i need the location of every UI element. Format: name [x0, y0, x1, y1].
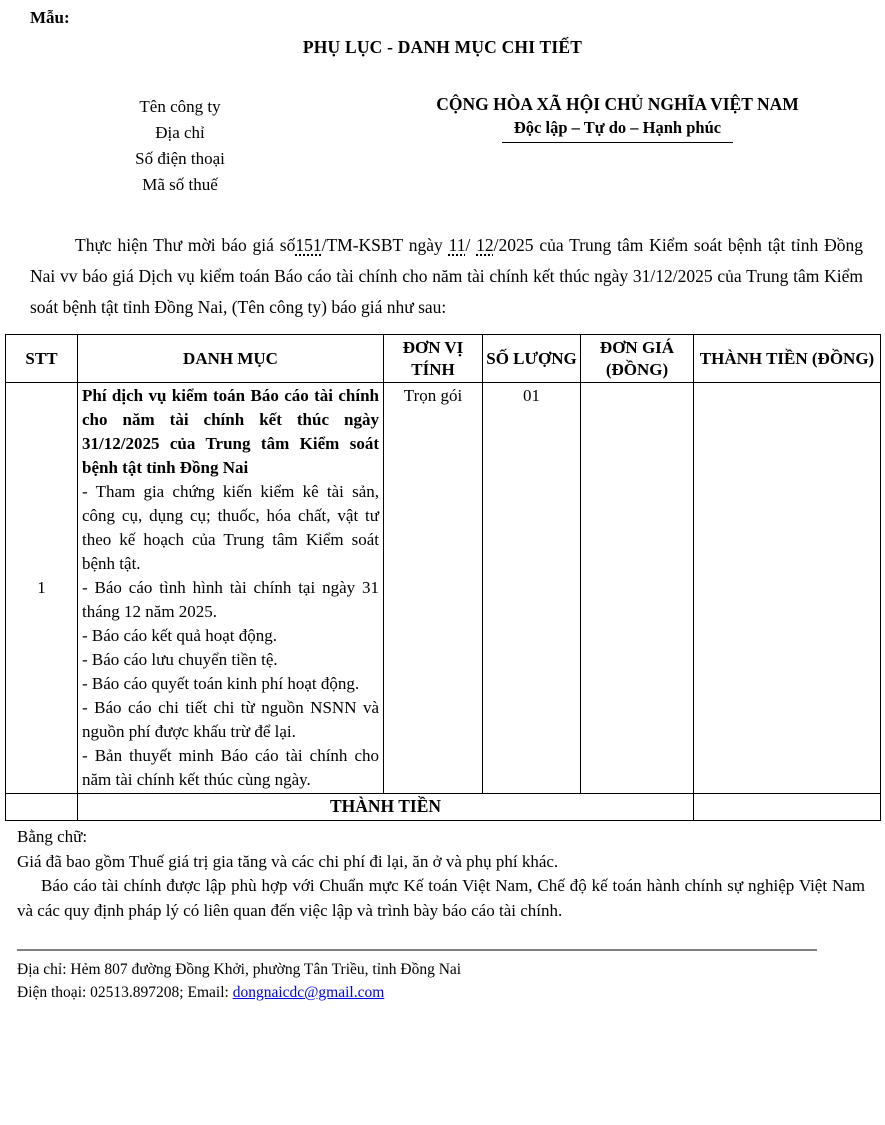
cell-amount: [694, 383, 881, 794]
note-vat: Giá đã bao gồm Thuế giá trị gia tăng và các chi phí đi lại, ăn ở và phụ phí khác.: [17, 851, 559, 871]
total-stt-empty: [6, 794, 78, 821]
footer-contact: [17, 981, 885, 1004]
cell-unit: Trọn gói: [384, 383, 483, 794]
intro-part3: /: [465, 235, 477, 255]
total-label: THÀNH TIỀN: [78, 794, 694, 821]
quote-day: 11: [448, 235, 466, 255]
footer-divider: [17, 949, 817, 951]
total-row: [6, 794, 881, 821]
header-stt: STT: [6, 335, 78, 383]
page-title: PHỤ LỤC - DANH MỤC CHI TIẾT: [302, 37, 583, 57]
service-title: Phí dịch vụ kiểm toán Báo cáo tài chính cho năm tài chính kết thúc ngày 31/12/2025 của Trung tâm Kiểm soát bệnh tật tỉnh Đồng Nai: [82, 386, 379, 477]
total-amount-empty: [694, 794, 881, 821]
company-phone-line: Số điện thoại: [135, 149, 225, 168]
footer-phone-email-label: Điện thoại: 02513.897208; Email:: [17, 984, 233, 1001]
intro-part2: /TM-KSBT ngày: [321, 235, 449, 255]
footer-address: Địa chỉ: Hẻm 807 đường Đồng Khởi, phường Tân Triều, tỉnh Đồng Nai: [17, 961, 462, 978]
intro-part1: Thực hiện Thư mời báo giá số: [75, 235, 296, 255]
header-thanh-tien: THÀNH TIỀN (ĐỒNG): [694, 335, 881, 383]
company-address-line: Địa chỉ: [155, 123, 205, 142]
header-don-vi-tinh: ĐƠN VỊ TÍNH: [384, 335, 483, 383]
company-taxcode-line: Mã số thuế: [142, 175, 218, 194]
cell-unit-price: [581, 383, 694, 794]
table-row: [6, 383, 881, 794]
header-so-luong: SỐ LƯỢNG: [483, 335, 581, 383]
header-danh-muc: DANH MỤC: [78, 335, 384, 383]
service-item: - Báo cáo kết quả hoạt động.: [82, 626, 277, 645]
company-info-block: [0, 94, 360, 198]
quote-number: 151: [295, 235, 322, 255]
company-name-line: Tên công ty: [139, 97, 221, 116]
service-item: - Báo cáo chi tiết chi từ nguồn NSNN và nguồn phí được khấu trừ để lại.: [82, 698, 379, 741]
service-item: - Báo cáo quyết toán kinh phí hoạt động.: [82, 674, 360, 693]
cell-danh-muc: [78, 383, 384, 794]
amount-in-words-label: Bằng chữ:: [17, 827, 88, 846]
letterhead: [0, 94, 885, 198]
form-label: Mẫu:: [30, 8, 70, 27]
service-item: - Báo cáo lưu chuyển tiền tệ.: [82, 650, 278, 669]
cell-stt: 1: [6, 383, 78, 794]
email-link[interactable]: dongnaicdc@gmail.com: [232, 984, 385, 1001]
national-motto-line1: CỘNG HÒA XÃ HỘI CHỦ NGHĨA VIỆT NAM: [436, 94, 799, 114]
note-accounting-standards: Báo cáo tài chính được lập phù hợp với Chuẩn mực Kế toán Việt Nam, Chế độ kế toán hành chính sự nghiệp Việt Nam và các quy định pháp lý có liên quan đến việc lập và trình bày báo cáo tài chính.: [17, 876, 865, 920]
national-motto-line2: Độc lập – Tự do – Hạnh phúc: [502, 117, 733, 143]
table-header-row: [6, 335, 881, 383]
quotation-table: [5, 334, 881, 821]
intro-part4: /2025 của Trung tâm Kiểm soát bệnh tật tỉnh Đồng Nai vv báo giá Dịch vụ kiểm toán Báo cáo tài chính cho năm tài chính kết thúc ngày 31/12/2025 của Trung tâm Kiểm soát bệnh tật tỉnh Đồng Nai, (Tên công ty) báo giá như sau:: [30, 235, 863, 317]
service-item: - Tham gia chứng kiến kiểm kê tài sản, công cụ, dụng cụ; thuốc, hóa chất, vật tư theo kế hoạch của Trung tâm Kiểm soát bệnh tật.: [82, 482, 379, 573]
service-item: - Báo cáo tình hình tài chính tại ngày 31 tháng 12 năm 2025.: [82, 578, 379, 621]
intro-paragraph: [30, 230, 863, 323]
cell-quantity: 01: [483, 383, 581, 794]
header-don-gia: ĐƠN GIÁ (ĐỒNG): [581, 335, 694, 383]
national-header: [360, 94, 885, 198]
quote-month: 12: [476, 235, 494, 255]
service-item: - Bản thuyết minh Báo cáo tài chính cho năm tài chính kết thúc cùng ngày.: [82, 746, 379, 789]
